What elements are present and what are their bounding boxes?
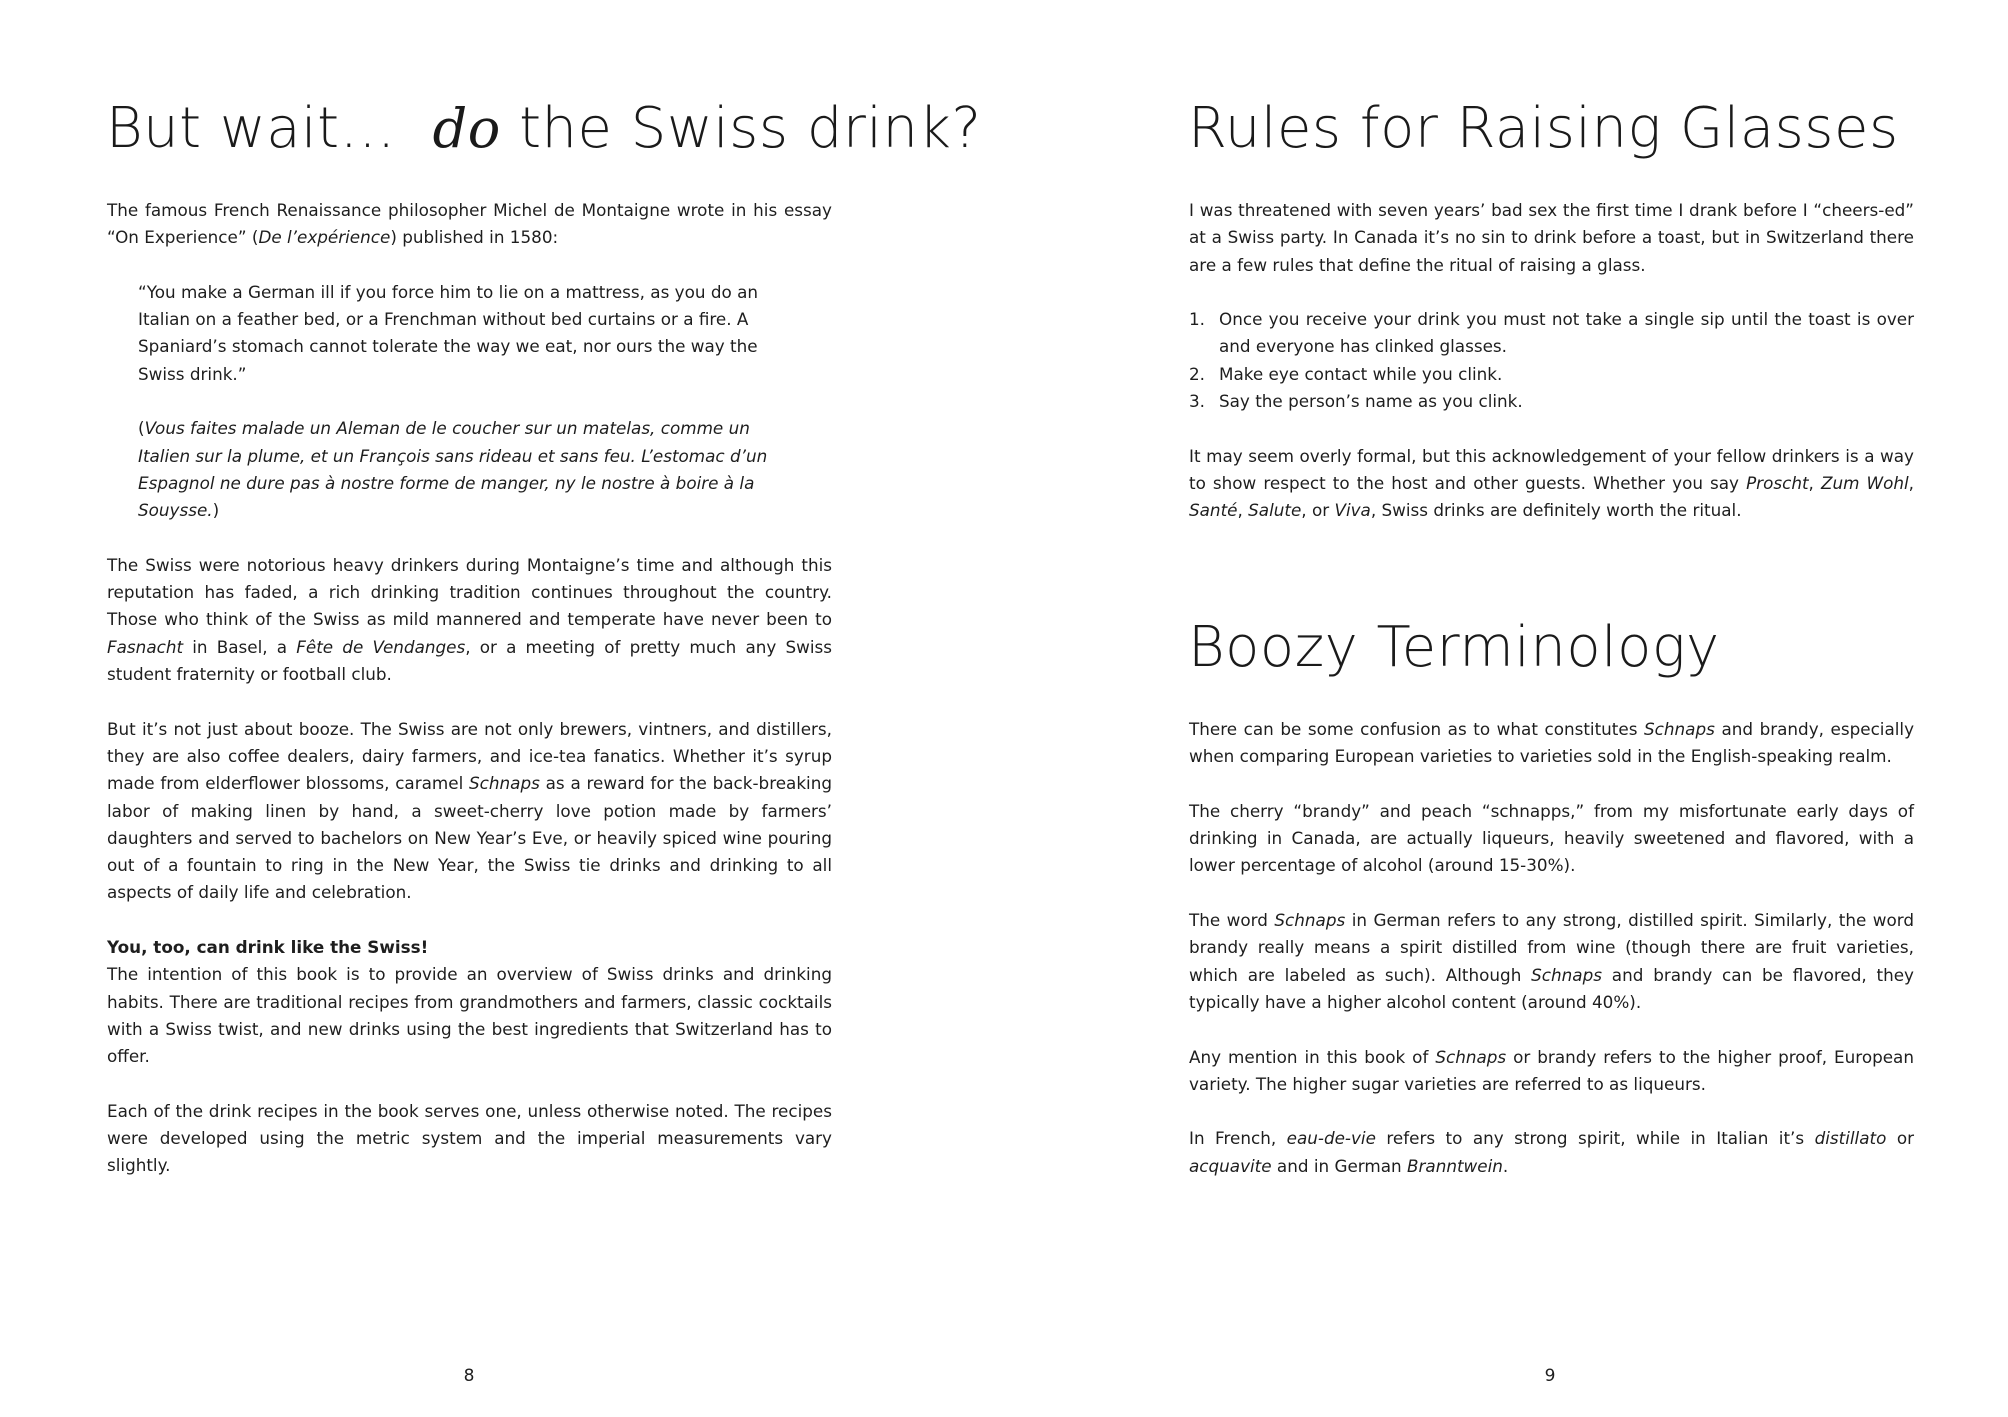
terminology-section-body xyxy=(1189,716,1914,1207)
french-terms-paragraph: In French, eau-de-vie refers to any strong spirit, while in Italian it’s distillato or acquavite and in German Branntwein. xyxy=(1189,1128,1914,1176)
mention-paragraph: Any mention in this book of Schnaps or brandy refers to the higher proof, European variety. The higher sugar varieties are referred to as liqueurs. xyxy=(1189,1046,1914,1094)
page-number-right: 9 xyxy=(1544,1366,1556,1386)
threat-paragraph: I was threatened with seven years’ bad sex the first time I drank before I “cheers-ed” at a Swiss party. In Canada it’s no sin to drink before a toast, but in Switzerland there are a few rules that define the ritual of raising a glass. xyxy=(1189,200,1914,275)
terminology-heading: Boozy Terminology xyxy=(1188,615,1720,680)
heading-emphasis: do xyxy=(432,97,501,160)
confusion-paragraph: There can be some confusion as to what constitutes Schnaps and brandy, especially when comparing European varieties to varieties sold in the English-speaking realm. xyxy=(1189,719,1915,767)
history-paragraph: The Swiss were notorious heavy drinkers during Montaigne’s time and although this reputation has faded, a rich drinking tradition continues throughout the country. Those who think of the Swiss as mild mannered and temperate have never been to Fasnacht in Basel, a Fête de Vendanges, or a meeting of pretty much any Swiss student fraternity or football club. xyxy=(107,554,832,685)
rules-section-body xyxy=(1189,197,1914,552)
recipes-paragraph: Each of the drink recipes in the book serves one, unless otherwise noted. The recipes were developed using the metric system and the imperial measurements vary slightly. xyxy=(107,1100,832,1176)
cherry-paragraph: The cherry “brandy” and peach “schnapps,” from my misfortunate early days of drinking in Canada, are actually liqueurs, heavily sweetened and flavored, with a lower percentage of alcohol (around 15-30%). xyxy=(1189,800,1914,876)
page-number-left: 8 xyxy=(463,1366,475,1386)
rule-item: 2. Make eye contact while you clink. xyxy=(1189,363,1503,384)
intention-paragraph: The intention of this book is to provide an overview of Swiss drinks and drinking habits. There are traditional recipes from grandmothers and farmers, classic cocktails with a Swiss twist, and new drinks using the best ingredients that Switzerland has to offer. xyxy=(107,964,832,1067)
right-page xyxy=(1004,0,2008,1417)
word-paragraph: The word Schnaps in German refers to any strong, distilled spirit. Similarly, the word brandy really means a spirit distilled from wine (though there are fruit varieties, which are labeled as such). Although Schnaps and brandy can be flavored, they typically have a higher alcohol content (around 40%). xyxy=(1189,910,1914,1012)
rules-heading: Rules for Raising Glasses xyxy=(1188,96,1899,161)
heading-text-start: But wait… xyxy=(106,96,397,161)
montaigne-quote-english: “You make a German ill if you force him to lie on a mattress, as you do an Italian on a feather bed, or a Frenchman without bed curtains or a fire. A Spaniard’s stomach cannot tolerate the way we eat, nor ours the way the Swiss drink.” xyxy=(138,281,758,384)
heading-text-end: the Swiss drink? xyxy=(519,96,982,161)
montaigne-quote-french: (Vous faites malade un Aleman de le coucher sur un matelas, comme un Italien sur la plume, et un François sans rideau et sans feu. L’estomac d’un Espagnol ne dure pas à nostre forme de manger, ny le nostre à boire à la Souysse.) xyxy=(138,418,768,521)
booze-paragraph: But it’s not just about booze. The Swiss are not only brewers, vintners, and distillers, they are also coffee dealers, dairy farmers, and ice-tea fanatics. Whether it’s syrup made from elderflower blossoms, caramel Schnaps as a reward for the back-breaking labor of making linen by hand, a sweet-cherry love potion made by farmers’ daughters and served to bachelors on New Year’s Eve, or heavily spiced wine pouring out of a fountain to ring in the New Year, the Swiss tie drinks and drinking to all aspects of daily life and celebration. xyxy=(107,718,832,903)
left-page-body xyxy=(107,197,832,1207)
subheading: You, too, can drink like the Swiss! xyxy=(107,937,429,958)
rule-item: 3. Say the person’s name as you clink. xyxy=(1189,391,1523,412)
formal-paragraph: It may seem overly formal, but this acknowledgement of your fellow drinkers is a way to show respect to the host and other guests. Whether you say Proscht, Zum Wohl, Santé, Salute, or Viva, Swiss drinks are definitely worth the ritual. xyxy=(1189,445,1914,521)
rules-list xyxy=(1189,306,1914,415)
intro-paragraph: The famous French Renaissance philosopher Michel de Montaigne wrote in his essay “On Experience” (De l’expérience) published in 1580: xyxy=(107,200,832,248)
left-page-heading xyxy=(106,98,982,160)
rule-item: 1. Once you receive your drink you must not take a single sip until the toast is over and everyone has clinked glasses. xyxy=(1189,309,1914,357)
